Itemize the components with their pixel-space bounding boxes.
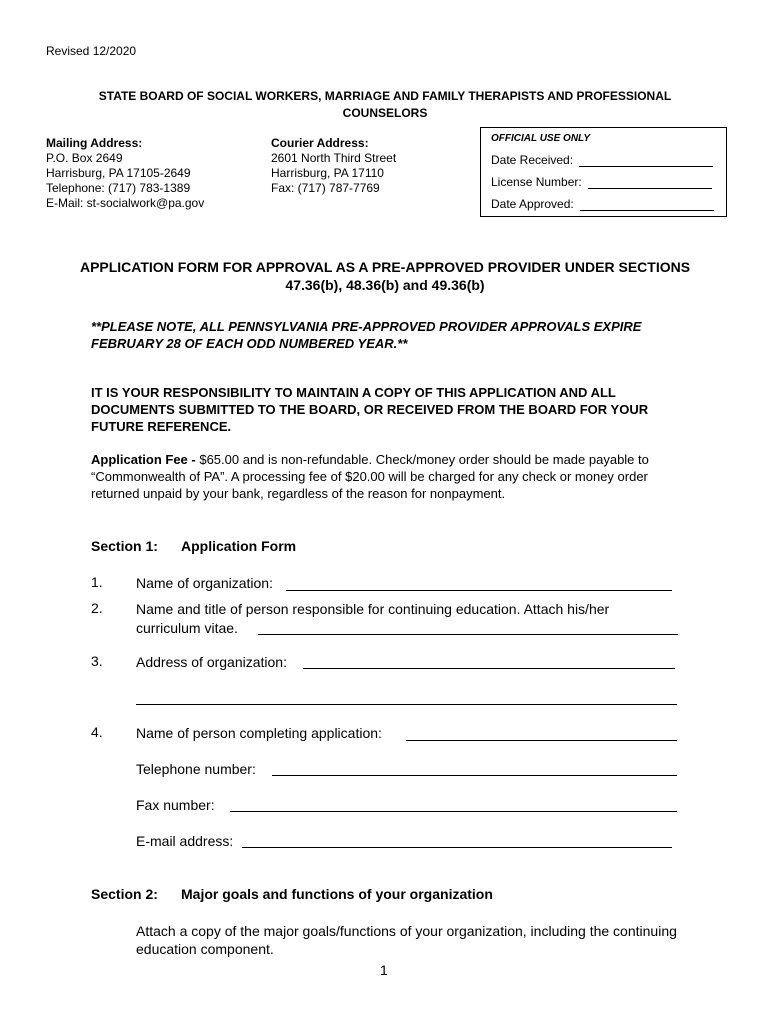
telephone-label: Telephone number: [136,761,256,777]
item-1-number: 1. [91,574,103,590]
organization-name-field[interactable] [286,590,672,591]
mailing-line: Harrisburg, PA 17105-2649 [46,166,191,180]
telephone-field[interactable] [272,775,677,776]
section-2-title: Major goals and functions of your organization [181,886,493,902]
mailing-line: P.O. Box 2649 [46,151,123,165]
date-approved-row [491,197,714,211]
courier-line: Harrisburg, PA 17110 [271,166,384,180]
date-approved-field[interactable] [580,198,714,211]
mailing-line: E-Mail: st-socialwork@pa.gov [46,196,205,210]
application-fee [91,451,691,502]
fee-label: Application Fee - [91,452,200,467]
date-approved-label: Date Approved: [491,197,574,211]
organization-address-field-line-2[interactable] [136,704,677,705]
license-number-label: License Number: [491,175,582,189]
item-3-label: Address of organization: [136,654,287,670]
courier-address-heading: Courier Address: [271,136,369,150]
fee-text: $65.00 and is non-refundable. Check/money order should be made payable to “Commonwealth of PA”. A processing fee of $20.00 will be charged for any check or money order returned unpaid by your bank, regardless of the reason for nonpayment. [91,452,649,501]
section-1-number: Section 1: [91,538,158,554]
revision-date: Revised 12/2020 [46,44,137,58]
official-use-title: OFFICIAL USE ONLY [491,133,591,144]
license-number-field[interactable] [588,176,712,189]
item-4-number: 4. [91,724,103,740]
section-2-number: Section 2: [91,886,158,902]
item-2-label-cont: curriculum vitae. [136,620,238,636]
email-field[interactable] [242,847,672,848]
item-4-label: Name of person completing application: [136,725,382,741]
courier-line: Fax: (717) 787-7769 [271,181,380,195]
official-use-box [480,127,727,217]
fax-label: Fax number: [136,797,215,813]
section-1-heading [91,538,296,554]
section-2-instructions: Attach a copy of the major goals/functions of your organization, including the continuing education component. [136,923,677,957]
applicant-name-field[interactable] [406,740,677,741]
fax-field[interactable] [230,811,677,812]
date-received-row [491,153,713,167]
responsibility-notice: IT IS YOUR RESPONSIBILITY TO MAINTAIN A COPY OF THIS APPLICATION AND ALL DOCUMENTS SUBMITTED TO THE BOARD, OR RECEIVED FROM THE BOARD FOR YOUR FUTURE REFERENCE. [91,385,649,434]
date-received-field[interactable] [579,154,713,167]
expiration-note: **PLEASE NOTE, ALL PENNSYLVANIA PRE-APPROVED PROVIDER APPROVALS EXPIRE FEBRUARY 28 OF EACH ODD NUMBERED YEAR.** [91,319,642,351]
page-number: 1 [380,962,388,978]
item-2-number: 2. [91,600,103,616]
responsible-person-field[interactable] [258,634,678,635]
item-2-label: Name and title of person responsible for continuing education. Attach his/her [136,601,610,617]
email-label: E-mail address: [136,833,234,849]
mailing-address-heading: Mailing Address: [46,136,143,150]
form-title: APPLICATION FORM FOR APPROVAL AS A PRE-APPROVED PROVIDER UNDER SECTIONS 47.36(b), 48.36(b) and 49.36(b) [79,259,691,293]
date-received-label: Date Received: [491,153,574,167]
section-1-title: Application Form [181,538,297,554]
section-2-heading [91,886,493,902]
mailing-line: Telephone: (717) 783-1389 [46,181,191,195]
courier-address [271,136,396,196]
mailing-address [46,136,204,211]
board-name: STATE BOARD OF SOCIAL WORKERS, MARRIAGE AND FAMILY THERAPISTS AND PROFESSIONAL COUNSELORS [98,89,672,120]
license-number-row [491,175,712,189]
organization-address-field[interactable] [303,668,675,669]
item-1-label: Name of organization: [136,575,273,591]
item-3-number: 3. [91,653,103,669]
courier-line: 2601 North Third Street [271,151,397,165]
